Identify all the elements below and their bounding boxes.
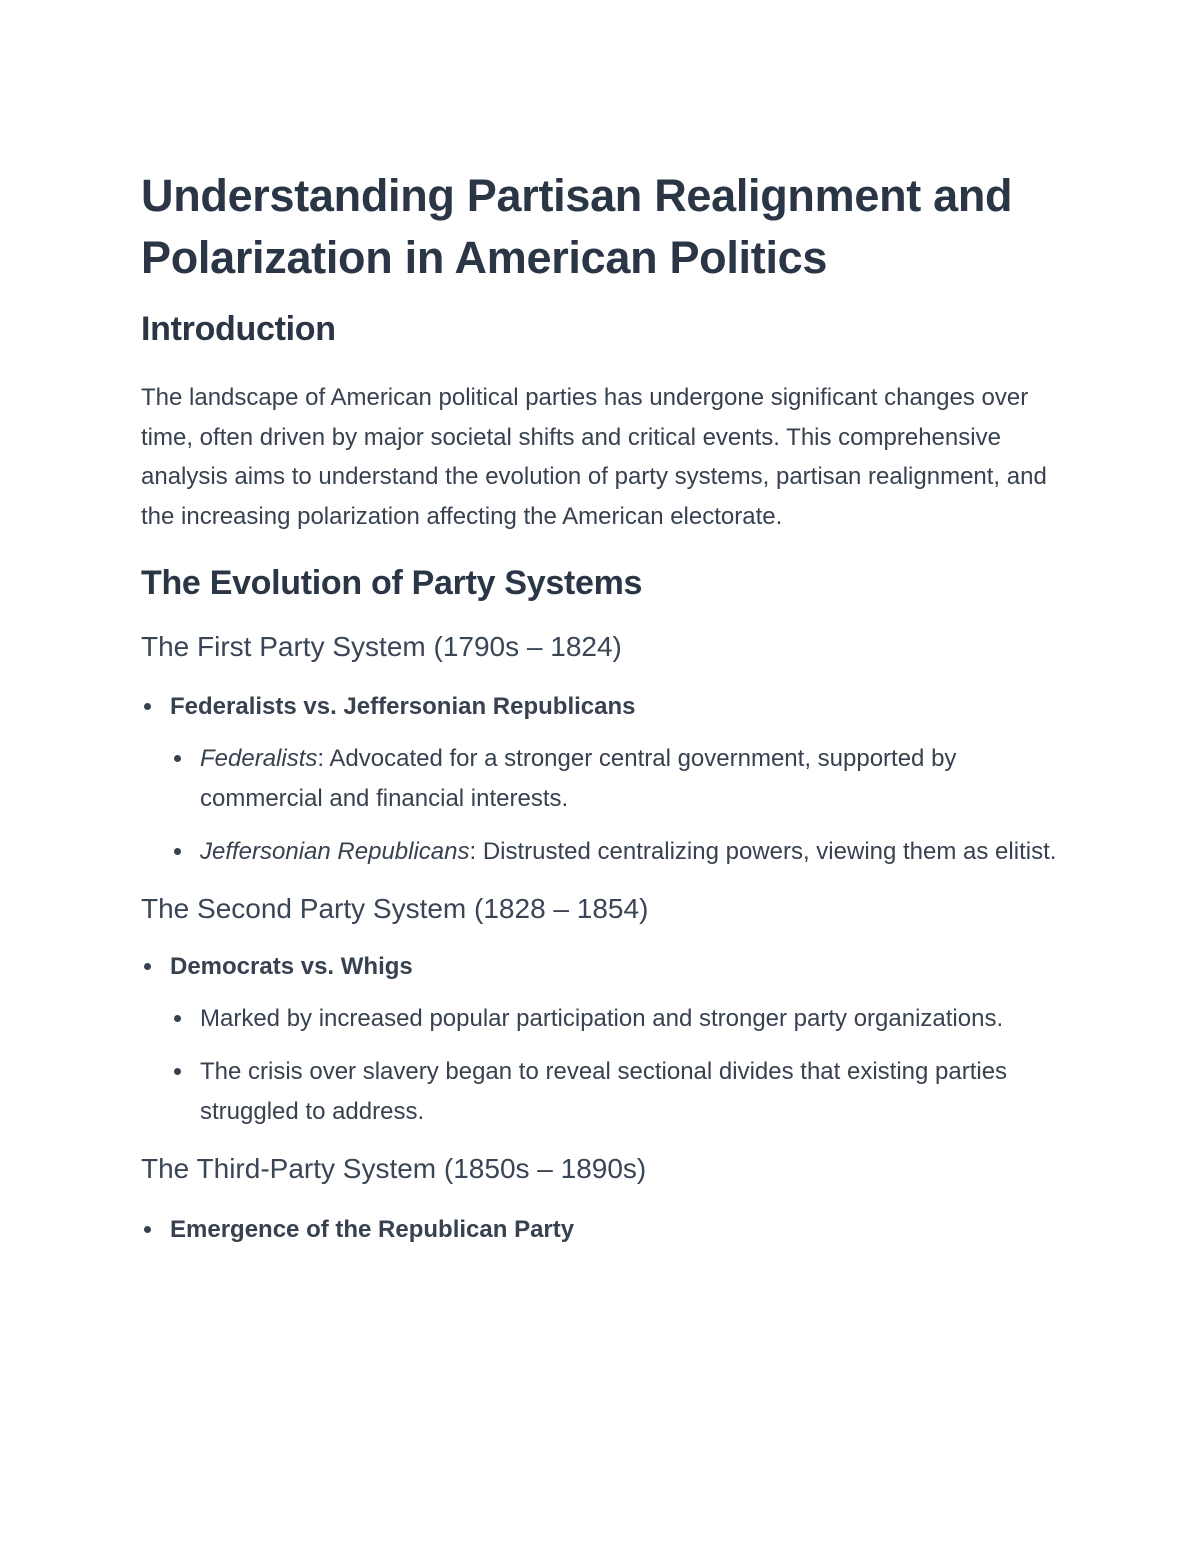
- list-item: [141, 832, 1066, 872]
- list-item-term: Jeffersonian Republicans: [200, 838, 470, 865]
- first-party-system-heading: The First Party System (1790s – 1824): [141, 631, 622, 662]
- list-item: [141, 687, 1066, 726]
- document-page: [141, 165, 1066, 1249]
- bullet-icon: [144, 963, 151, 970]
- third-party-system-list: [141, 1210, 1066, 1249]
- list-item-label: Democrats vs. Whigs: [170, 953, 413, 980]
- second-party-system-sublist: [141, 999, 1066, 1132]
- second-party-system-list: [141, 947, 1066, 986]
- list-item: [141, 1210, 1066, 1249]
- intro-paragraph: The landscape of American political parties has undergone significant changes over time, often driven by major societal shifts and critical events. This comprehensive analysis aims to understand the evolution of party systems, partisan realignment, and the increasing polarization affecting the American electorate.: [141, 384, 1047, 530]
- list-item-label: Federalists vs. Jeffersonian Republicans: [170, 693, 636, 720]
- list-item-text: : Advocated for a stronger central government, supported by commercial and financial interests.: [200, 745, 957, 812]
- list-item-label: Emergence of the Republican Party: [170, 1216, 575, 1243]
- list-item: [141, 999, 1066, 1039]
- bullet-icon: [144, 703, 151, 710]
- bullet-icon: [174, 1068, 181, 1075]
- list-item: [141, 947, 1066, 986]
- first-party-system-sublist: [141, 739, 1066, 872]
- bullet-icon: [174, 848, 181, 855]
- bullet-icon: [174, 755, 181, 762]
- first-party-system-list: [141, 687, 1066, 726]
- page-title: Understanding Partisan Realignment and Polarization in American Politics: [141, 170, 1013, 283]
- third-party-system-heading: The Third-Party System (1850s – 1890s): [141, 1153, 647, 1184]
- list-item: [141, 739, 1066, 819]
- bullet-icon: [144, 1226, 151, 1233]
- list-item-text: The crisis over slavery began to reveal sectional divides that existing parties struggled to address.: [200, 1058, 1008, 1125]
- evolution-heading: The Evolution of Party Systems: [141, 564, 643, 602]
- intro-heading: Introduction: [141, 310, 336, 348]
- list-item: [141, 1052, 1066, 1132]
- list-item-text: Marked by increased popular participation and stronger party organizations.: [200, 1005, 1004, 1032]
- bullet-icon: [174, 1015, 181, 1022]
- second-party-system-heading: The Second Party System (1828 – 1854): [141, 893, 649, 924]
- list-item-term: Federalists: [200, 745, 318, 772]
- list-item-text: : Distrusted centralizing powers, viewing them as elitist.: [469, 838, 1057, 865]
